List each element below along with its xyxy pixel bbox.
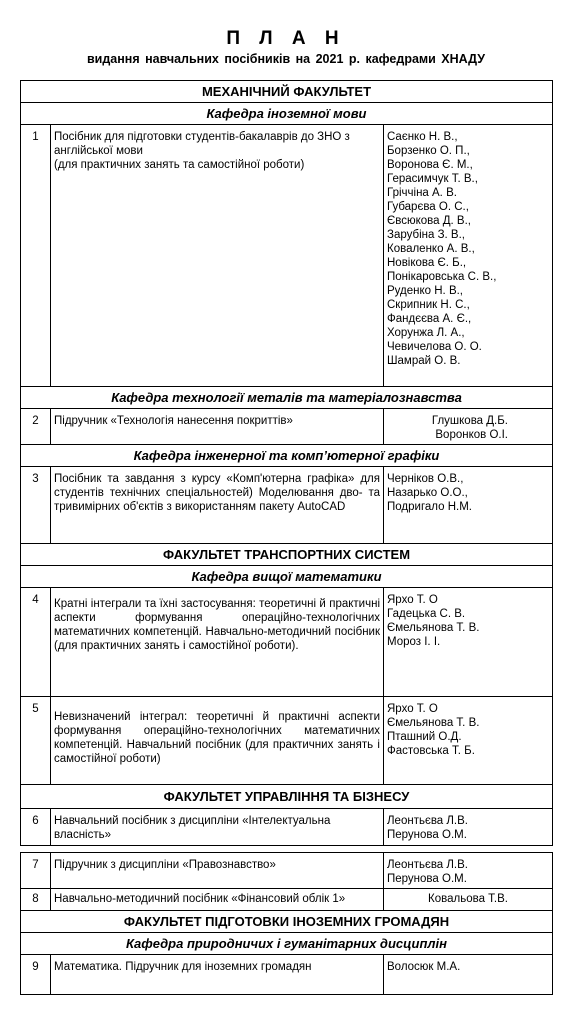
table-row	[21, 409, 553, 445]
publication-title: Посібник та завдання з курсу «Комп'ютерна графіка» для студентів технічних спеціальностей) Моделювання дво- та тривимірних об'єктів з використанням пакету AutoCAD	[51, 467, 384, 544]
authors-cell	[384, 809, 553, 846]
author-name: Гріччіна А. В.	[387, 187, 457, 199]
author-name: Чевичелова О. О.	[387, 341, 482, 353]
row-number: 2	[21, 409, 51, 445]
document-title: П Л А Н	[226, 28, 346, 49]
faculty-heading-transport: ФАКУЛЬТЕТ ТРАНСПОРТНИХ СИСТЕМ	[21, 544, 553, 566]
author-name: Ярхо Т. О	[387, 594, 438, 606]
authors-cell	[384, 697, 553, 785]
authors-cell	[384, 409, 553, 445]
department-heading-metals: Кафедра технології металів та матеріалознавства	[21, 387, 553, 409]
publication-title: Посібник для підготовки студентів-бакалаврів до ЗНО з англійської мови (для практичних занять та самостійної роботи)	[51, 125, 384, 387]
row-number: 3	[21, 467, 51, 544]
author-name: Пташний О.Д.	[387, 731, 462, 743]
document-subtitle: видання навчальних посібників на 2021 р. кафедрами ХНАДУ	[87, 52, 485, 66]
author-name: Черніков О.В.,	[387, 473, 464, 485]
author-name: Леонтьєва Л.В.	[387, 815, 468, 827]
author-name: Ярхо Т. О	[387, 703, 438, 715]
author-name: Коваленко А. В.,	[387, 243, 475, 255]
author-name: Воронков О.І.	[435, 429, 508, 441]
author-name: Борзенко О. П.,	[387, 145, 470, 157]
author-name: Перунова О.М.	[387, 829, 467, 841]
row-number: 1	[21, 125, 51, 387]
publication-title: Навчально-методичний посібник «Фінансовий облік 1»	[51, 889, 384, 911]
authors-cell	[384, 955, 553, 995]
author-name: Ємельянова Т. В.	[387, 622, 480, 634]
department-heading-foreign-language: Кафедра іноземної мови	[21, 103, 553, 125]
row-number: 5	[21, 697, 51, 785]
author-name: Ємельянова Т. В.	[387, 717, 480, 729]
department-heading-math: Кафедра вищої математики	[21, 566, 553, 588]
author-name: Назарько О.О.,	[387, 487, 468, 499]
author-name: Євсюкова Д. В.,	[387, 215, 471, 227]
table-row	[21, 889, 553, 911]
publication-title: Математика. Підручник для іноземних громадян	[51, 955, 384, 995]
plan-table-continued	[20, 852, 553, 995]
table-row	[21, 125, 553, 387]
publication-title: Кратні інтеграли та їхні застосування: теоретичні й практичні аспекти формування операційно-технологічних математичних компетенцій. Навчально-методичний посібник (для практичних занять і самостійної роботи).	[51, 588, 384, 697]
author-name: Новікова Є. Б.,	[387, 257, 467, 269]
author-name: Мороз І. І.	[387, 636, 441, 648]
author-name: Волосюк М.А.	[387, 961, 461, 973]
authors-cell	[384, 853, 553, 889]
author-name: Герасимчук Т. В.,	[387, 173, 478, 185]
table-row	[21, 955, 553, 995]
authors-cell	[384, 467, 553, 544]
faculty-heading-mechanical: МЕХАНІЧНИЙ ФАКУЛЬТЕТ	[21, 81, 553, 103]
publication-title: Підручник з дисципліни «Правознавство»	[51, 853, 384, 889]
author-name: Зарубіна З. В.,	[387, 229, 465, 241]
row-number: 6	[21, 809, 51, 846]
publication-title: Навчальний посібник з дисципліни «Інтелектуальна власність»	[51, 809, 384, 846]
author-name: Гадецька С. В.	[387, 608, 466, 620]
author-name: Подригало Н.М.	[387, 501, 472, 513]
author-name: Фастовська Т. Б.	[387, 745, 475, 757]
table-row	[21, 588, 553, 697]
table-row	[21, 697, 553, 785]
author-name: Фандєєва А. Є.,	[387, 313, 472, 325]
authors-cell	[384, 889, 553, 911]
author-name: Скрипник Н. С.,	[387, 299, 470, 311]
publication-title: Підручник «Технологія нанесення покриттів»	[51, 409, 384, 445]
department-heading-natural-humanities: Кафедра природничих і гуманітарних дисциплін	[21, 933, 553, 955]
author-name: Глушкова Д.Б.	[431, 415, 508, 427]
faculty-heading-foreign-citizens: ФАКУЛЬТЕТ ПІДГОТОВКИ ІНОЗЕМНИХ ГРОМАДЯН	[21, 911, 553, 933]
row-number: 7	[21, 853, 51, 889]
author-name: Саєнко Н. В.,	[387, 131, 458, 143]
row-number: 9	[21, 955, 51, 995]
department-heading-engineering-graphics: Кафедра інженерної та комп’ютерної графіки	[21, 445, 553, 467]
author-name: Шамрай О. В.	[387, 355, 461, 367]
author-name: Ковальова Т.В.	[428, 893, 508, 905]
author-name: Понікаровська С. В.,	[387, 271, 497, 283]
authors-cell	[384, 588, 553, 697]
authors-cell	[384, 125, 553, 387]
table-row	[21, 809, 553, 846]
row-number: 8	[21, 889, 51, 911]
table-row	[21, 467, 553, 544]
author-name: Губарєва О. С.,	[387, 201, 469, 213]
faculty-heading-management: ФАКУЛЬТЕТ УПРАВЛІННЯ ТА БІЗНЕСУ	[21, 785, 553, 809]
author-name: Хорунжа Л. А.,	[387, 327, 465, 339]
author-name: Воронова Є. М.,	[387, 159, 473, 171]
row-number: 4	[21, 588, 51, 697]
plan-table-main	[20, 80, 553, 846]
author-name: Руденко Н. В.,	[387, 285, 464, 297]
publication-title: Невизначений інтеграл: теоретичні й практичні аспекти формування операційно-технологічних математичних компетенцій. Навчальний посібник (для практичних занять і самостійної роботи)	[51, 697, 384, 785]
table-row	[21, 853, 553, 889]
author-name: Леонтьєва Л.В.	[387, 859, 468, 871]
author-name: Перунова О.М.	[387, 873, 467, 885]
